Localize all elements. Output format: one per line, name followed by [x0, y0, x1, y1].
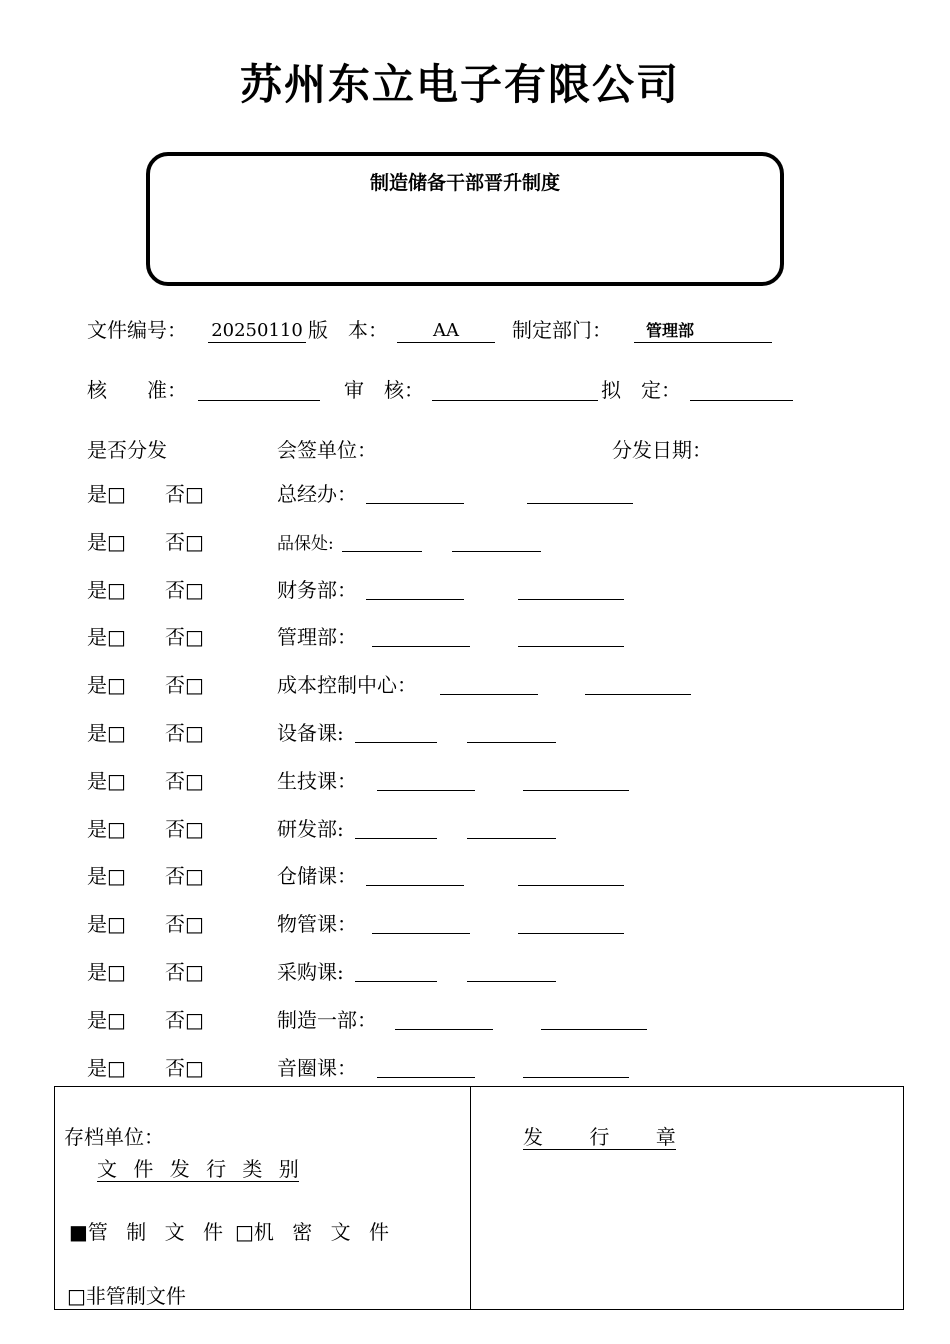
yes-checkbox[interactable]: 是□ [87, 1007, 126, 1032]
distribution-row [0, 816, 950, 846]
signature-line [377, 790, 475, 791]
distribution-row [0, 1007, 950, 1037]
signature-line [355, 981, 437, 982]
date-line [585, 694, 691, 695]
date-line [523, 1077, 629, 1078]
distribution-row [0, 577, 950, 607]
date-line [541, 1029, 647, 1030]
yes-checkbox[interactable]: 是□ [87, 625, 126, 650]
distribute-header: 是否分发 [87, 438, 167, 462]
distribution-row [0, 481, 950, 511]
yes-checkbox[interactable]: 是□ [87, 673, 126, 698]
distribution-row [0, 911, 950, 941]
date-line [467, 981, 556, 982]
distribution-row [0, 863, 950, 893]
yes-checkbox[interactable]: 是□ [87, 768, 126, 793]
yes-checkbox[interactable]: 是□ [87, 1055, 126, 1080]
signature-line [355, 838, 437, 839]
no-checkbox[interactable]: 否□ [165, 673, 204, 698]
department-label: 制造一部： [277, 1007, 377, 1032]
date-line [452, 551, 541, 552]
department-label: 品保处: [277, 533, 334, 554]
distribution-row [0, 529, 950, 559]
file-number-label: 文件编号： [87, 318, 187, 342]
dept-value: 管理部 [634, 320, 772, 343]
date-line [523, 790, 629, 791]
signature-line [440, 694, 538, 695]
no-checkbox[interactable]: 否□ [165, 482, 204, 506]
draft-line [690, 400, 793, 401]
version-value: AA [397, 320, 495, 343]
date-line [527, 503, 633, 504]
department-label: 仓储课： [277, 864, 357, 889]
controlled-checkbox[interactable]: ■管 制 文 件 [69, 1220, 223, 1244]
no-checkbox[interactable]: 否□ [165, 912, 204, 937]
distribution-row [0, 624, 950, 654]
date-line [518, 933, 624, 934]
no-checkbox[interactable]: 否□ [165, 577, 204, 602]
no-checkbox[interactable]: 否□ [165, 721, 204, 745]
confidential-checkbox[interactable]: □机 密 文 件 [235, 1220, 389, 1244]
signature-line [377, 1077, 475, 1078]
date-line [518, 646, 624, 647]
title-box [146, 152, 784, 286]
version-label: 版 本： [308, 318, 388, 342]
distribution-row [0, 768, 950, 798]
review-label: 审 核： [344, 378, 424, 402]
distribution-row [0, 720, 950, 750]
department-label: 研发部: [277, 816, 344, 841]
date-line [467, 742, 556, 743]
yes-checkbox[interactable]: 是□ [87, 482, 126, 506]
yes-checkbox[interactable]: 是□ [87, 960, 126, 984]
signature-line [366, 503, 464, 504]
approve-line [198, 400, 320, 401]
review-line [432, 400, 598, 401]
department-label: 采购课: [277, 960, 344, 984]
date-header: 分发日期： [612, 438, 712, 462]
file-number-value: 20250110 [208, 320, 306, 343]
no-checkbox[interactable]: 否□ [165, 768, 204, 793]
table-divider [470, 1087, 471, 1309]
seal-label: 发 行 章 [523, 1125, 676, 1149]
date-line [467, 838, 556, 839]
department-label: 生技课： [277, 768, 357, 793]
date-line [518, 885, 624, 886]
archive-table [54, 1086, 904, 1310]
no-checkbox[interactable]: 否□ [165, 625, 204, 650]
distribution-row [0, 959, 950, 989]
signature-line [372, 933, 470, 934]
no-checkbox[interactable]: 否□ [165, 960, 204, 984]
yes-checkbox[interactable]: 是□ [87, 864, 126, 889]
approve-label: 核 准： [87, 378, 187, 402]
signature-line [366, 599, 464, 600]
date-line [518, 599, 624, 600]
yes-checkbox[interactable]: 是□ [87, 529, 126, 554]
dept-label: 制定部门： [512, 318, 612, 342]
department-label: 成本控制中心： [277, 673, 417, 698]
document-title: 制造储备干部晋升制度 [369, 172, 560, 194]
company-name: 苏州东立电子有限公司 [239, 60, 680, 109]
archive-label: 存档单位： [64, 1125, 164, 1149]
yes-checkbox[interactable]: 是□ [87, 577, 126, 602]
countersign-header: 会签单位： [277, 438, 377, 462]
category-title: 文 件 发 行 类 别 [97, 1157, 299, 1181]
distribution-row [0, 672, 950, 702]
distribution-row [0, 1055, 950, 1085]
no-checkbox[interactable]: 否□ [165, 1055, 204, 1080]
yes-checkbox[interactable]: 是□ [87, 816, 126, 841]
no-checkbox[interactable]: 否□ [165, 816, 204, 841]
signature-line [342, 551, 422, 552]
signature-line [395, 1029, 493, 1030]
department-label: 音圈课： [277, 1055, 357, 1080]
department-label: 物管课： [277, 912, 357, 937]
uncontrolled-checkbox[interactable]: □非管制文件 [67, 1284, 186, 1308]
no-checkbox[interactable]: 否□ [165, 864, 204, 889]
yes-checkbox[interactable]: 是□ [87, 721, 126, 745]
signature-line [372, 646, 470, 647]
department-label: 管理部： [277, 625, 357, 650]
no-checkbox[interactable]: 否□ [165, 1007, 204, 1032]
department-label: 总经办： [277, 482, 357, 506]
department-label: 财务部： [277, 577, 357, 602]
draft-label: 拟 定： [601, 378, 681, 402]
department-label: 设备课: [277, 721, 344, 745]
no-checkbox[interactable]: 否□ [165, 529, 204, 554]
yes-checkbox[interactable]: 是□ [87, 912, 126, 937]
signature-line [366, 885, 464, 886]
signature-line [355, 742, 437, 743]
